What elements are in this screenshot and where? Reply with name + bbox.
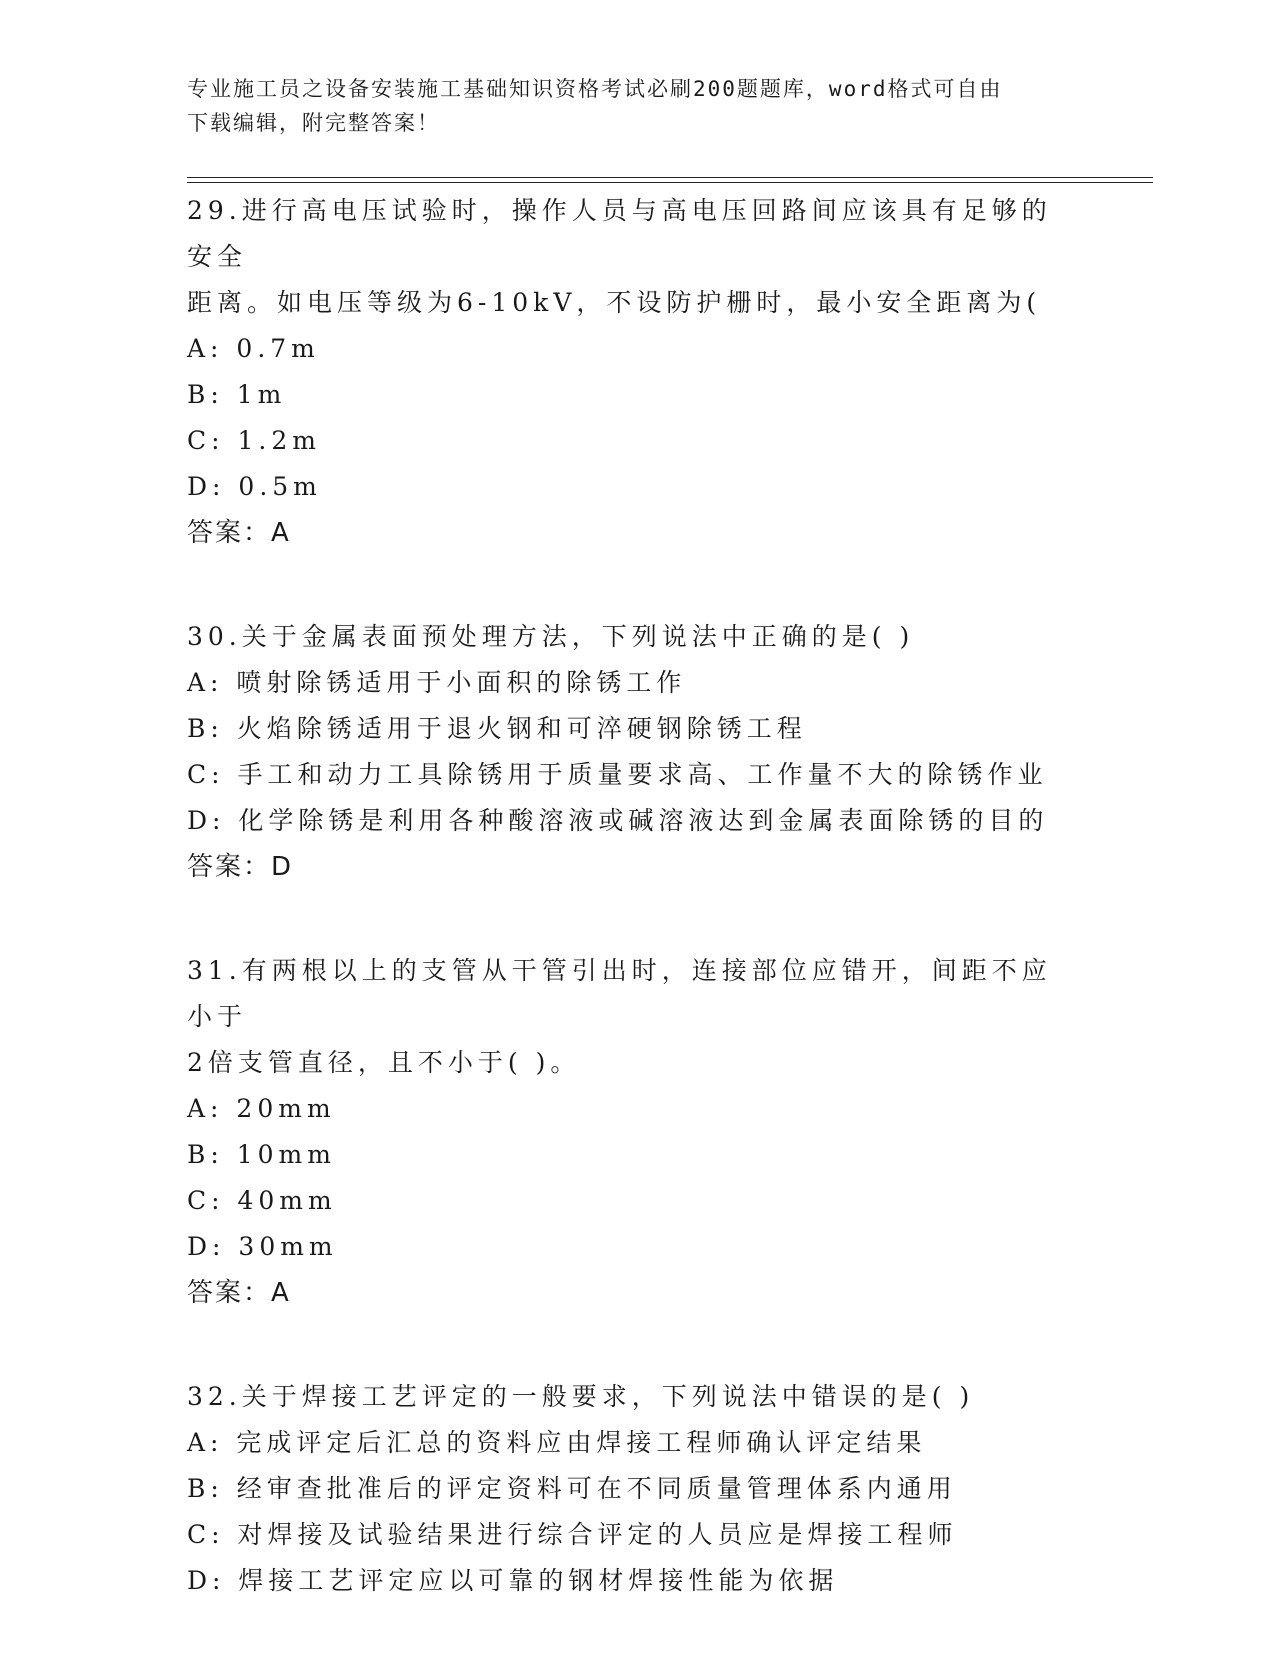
question-30	[187, 614, 1087, 890]
option-b: B: 火焰除锈适用于退火钢和可淬硬钢除锈工程	[187, 714, 807, 743]
question-stem-line-1: 31.有两根以上的支管从干管引出时，连接部位应错开，间距不应小于	[187, 956, 1052, 1031]
option-d: D: 0.5m	[187, 472, 322, 501]
option-a: A: 20mm	[187, 1094, 336, 1123]
option-d: D: 30mm	[187, 1232, 338, 1261]
header-divider-top	[187, 177, 1153, 178]
option-b: B: 1m	[187, 380, 287, 409]
option-d: D: 化学除锈是利用各种酸溶液或碱溶液达到金属表面除锈的目的	[187, 806, 1049, 835]
question-stem-line-2: 距离。如电压等级为6-10kV，不设防护栅时，最小安全距离为(	[187, 288, 1042, 317]
question-stem	[187, 188, 1067, 326]
option-a: A: 0.7m	[187, 334, 320, 363]
question-stem	[187, 948, 1067, 1086]
header-divider-bottom	[187, 182, 1153, 183]
option-c: C: 40mm	[187, 1186, 337, 1215]
option-c: C: 手工和动力工具除锈用于质量要求高、工作量不大的除锈作业	[187, 760, 1048, 789]
question-32	[187, 1374, 1087, 1604]
question-stem-line-1: 30.关于金属表面预处理方法，下列说法中正确的是( )	[187, 622, 915, 651]
header-line-1: 专业施工员之设备安装施工基础知识资格考试必刷200题题库，word格式可自由	[187, 77, 1003, 101]
answer-line: 答案：A	[187, 518, 291, 548]
question-list	[187, 188, 1087, 1662]
option-c: C: 1.2m	[187, 426, 321, 455]
answer-line: 答案：D	[187, 852, 294, 882]
question-stem	[187, 614, 1067, 660]
question-31	[187, 948, 1087, 1316]
question-29	[187, 188, 1087, 556]
option-b: B: 10mm	[187, 1140, 336, 1169]
document-header	[187, 72, 1087, 140]
option-a: A: 完成评定后汇总的资料应由焊接工程师确认评定结果	[187, 1428, 927, 1457]
question-stem-line-1: 32.关于焊接工艺评定的一般要求，下列说法中错误的是( )	[187, 1382, 975, 1411]
option-c: C: 对焊接及试验结果进行综合评定的人员应是焊接工程师	[187, 1520, 958, 1549]
option-b: B: 经审查批准后的评定资料可在不同质量管理体系内通用	[187, 1474, 957, 1503]
question-stem-line-1: 29.进行高电压试验时，操作人员与高电压回路间应该具有足够的安全	[187, 196, 1052, 271]
header-line-2: 下载编辑，附完整答案！	[187, 111, 440, 135]
option-a: A: 喷射除锈适用于小面积的除锈工作	[187, 668, 687, 697]
question-stem-line-2: 2倍支管直径，且不小于( )。	[187, 1048, 581, 1077]
answer-line: 答案：A	[187, 1278, 291, 1308]
option-d: D: 焊接工艺评定应以可靠的钢材焊接性能为依据	[187, 1566, 839, 1595]
question-stem	[187, 1374, 1067, 1420]
